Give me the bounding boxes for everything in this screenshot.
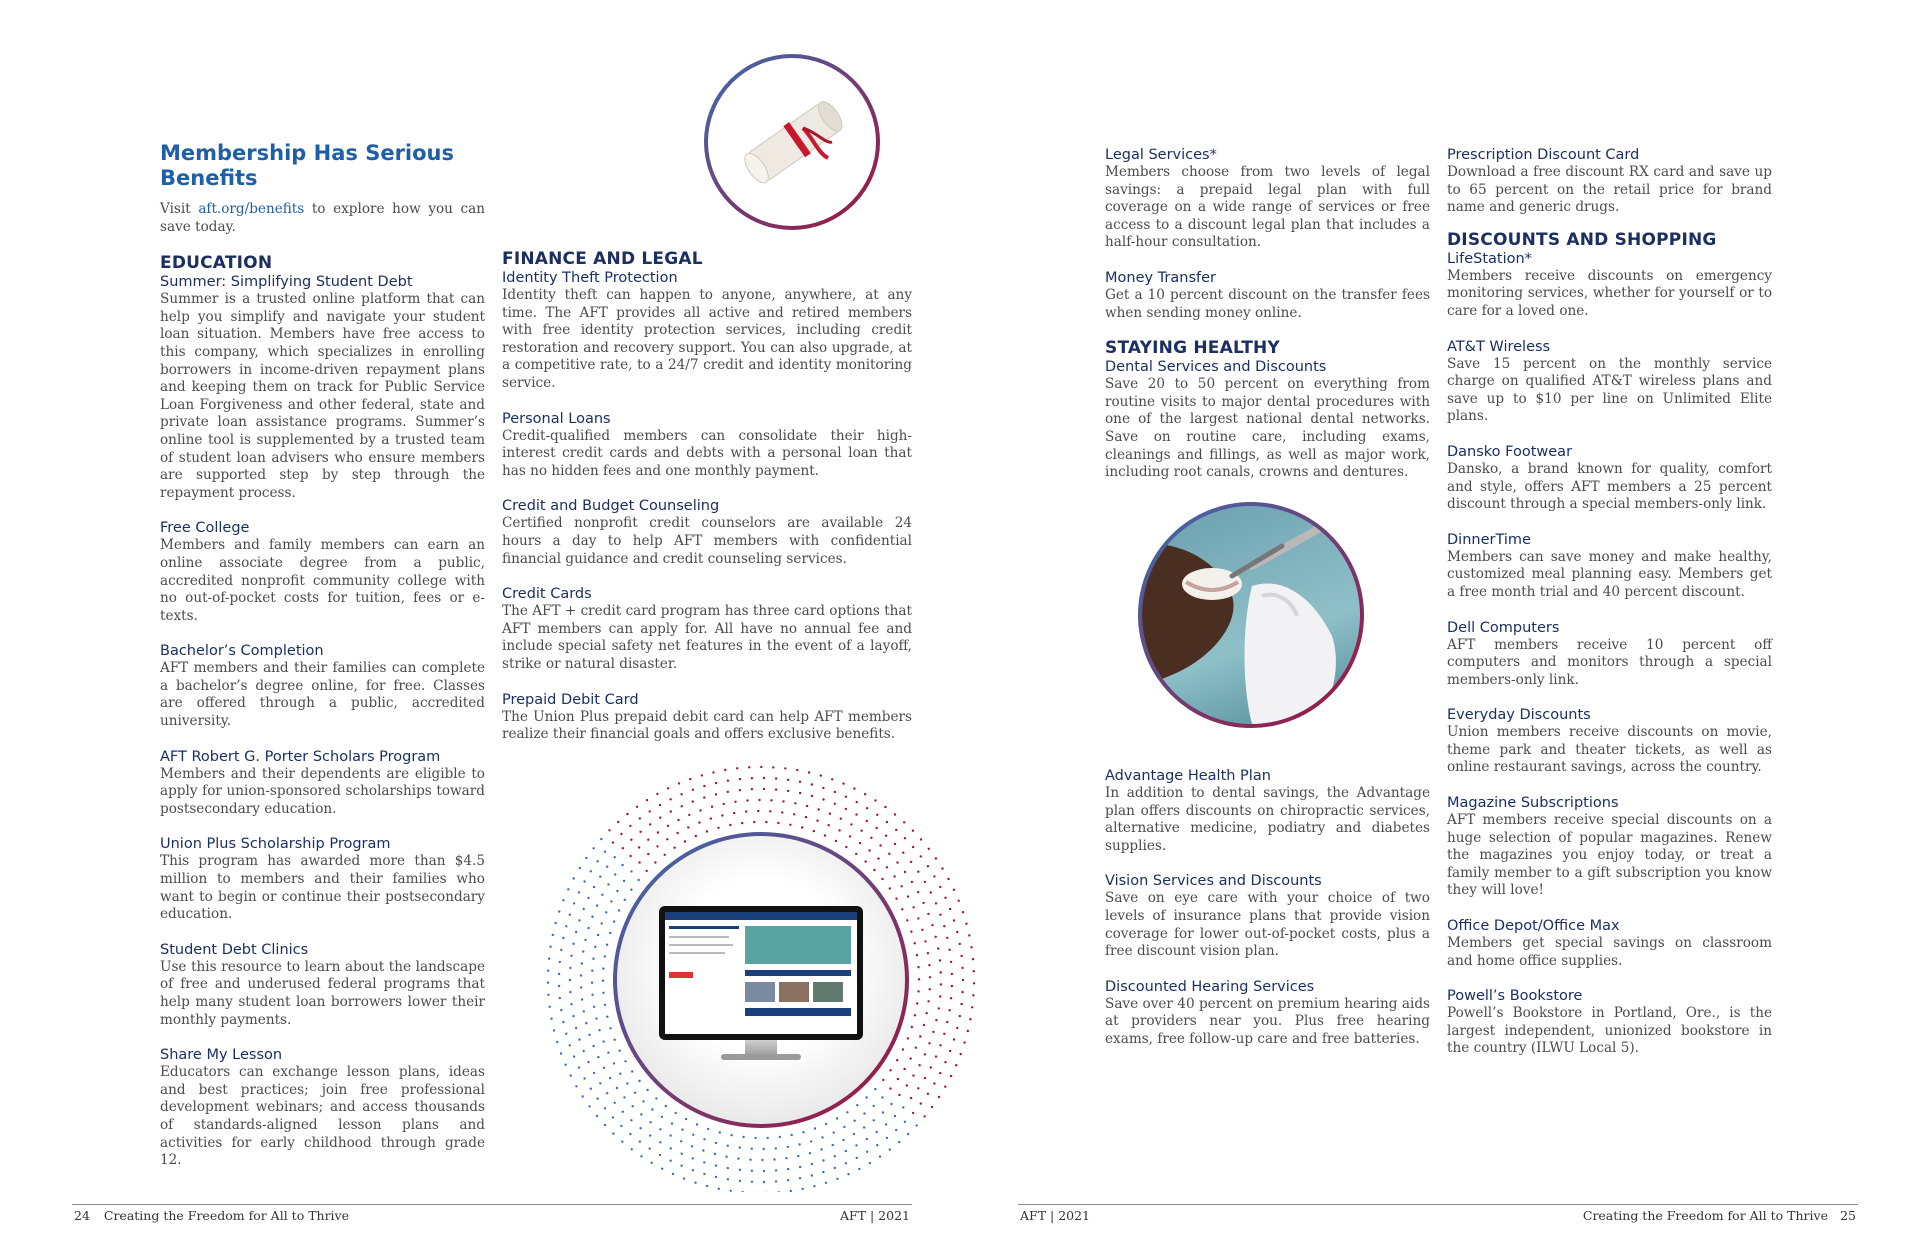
list-item <box>160 519 485 625</box>
list-item <box>1447 619 1772 690</box>
item-text: Download a free discount RX card and save up to 65 percent on the retail price for brand name and generic drugs. <box>1447 164 1772 216</box>
list-item <box>1447 917 1772 970</box>
item-text: Identity theft can happen to anyone, anywhere, at any time. The AFT provides all active and retired members with free identity protection services, including credit restoration and recovery support. You can also upgrade, at a competitive rate, to a 24/7 credit and identity monitoring service. <box>502 287 912 391</box>
benefits-link[interactable]: aft.org/benefits <box>198 201 305 217</box>
list-item <box>1105 767 1430 855</box>
item-title: Prepaid Debit Card <box>502 691 639 708</box>
item-title: Discounted Hearing Services <box>1105 978 1315 995</box>
left-footer <box>74 1208 910 1223</box>
item-text: Save 15 percent on the monthly service charge on qualified AT&T wireless plans and save up to $10 per line on Unlimited Elite plans. <box>1447 355 1772 425</box>
footer-title: Creating the Freedom for All to Thrive <box>1582 1208 1828 1223</box>
item-title: Summer: Simplifying Student Debt <box>160 274 413 291</box>
right-top-list <box>1105 146 1430 322</box>
item-text: Members can save money and make healthy, customized meal planning easy. Members get a free month trial and 40 percent discount. <box>1447 548 1772 600</box>
item-title: Money Transfer <box>1105 269 1216 286</box>
item-title: Dental Services and Discounts <box>1105 359 1327 376</box>
item-text: Powell’s Bookstore in Portland, Ore., is the largest independent, unionized bookstore in the country (ILWU Local 5). <box>1447 1005 1772 1057</box>
item-text: The Union Plus prepaid debit card can help AFT members realize their financial goals and offers exclusive benefits. <box>502 708 912 743</box>
item-title: Powell’s Bookstore <box>1447 988 1583 1005</box>
education-list <box>160 273 485 1170</box>
right-footer <box>1020 1208 1856 1223</box>
healthy-heading: STAYING HEALTHY <box>1105 338 1280 359</box>
list-item <box>160 642 485 730</box>
item-title: Everyday Discounts <box>1447 707 1591 724</box>
item-text: Save on eye care with your choice of two levels of insurance plans that provide vision coverage for lower out-of-pocket costs, plus a free discount vision plan. <box>1105 890 1430 960</box>
item-title: Union Plus Scholarship Program <box>160 836 391 853</box>
footer-brand: AFT | 2021 <box>839 1208 910 1223</box>
diploma-icon <box>708 58 876 226</box>
list-item <box>160 835 485 923</box>
list-item <box>502 497 912 568</box>
list-item <box>502 691 912 744</box>
item-text: Members choose from two levels of legal savings: a prepaid legal plan with full coverage on a wide range of services or free access to a discount legal plan that includes a half-hour consultation. <box>1105 164 1430 251</box>
item-title: Office Depot/Office Max <box>1447 918 1620 935</box>
page-number: 25 <box>1840 1208 1856 1223</box>
intro-text: Visit aft.org/benefits to explore how you can save today. <box>160 201 485 235</box>
right-footer-rule <box>1018 1204 1858 1205</box>
list-item <box>1447 443 1772 514</box>
item-title: DinnerTime <box>1447 531 1531 548</box>
item-title: Advantage Health Plan <box>1105 768 1271 784</box>
item-text: Members get special savings on classroom and home office supplies. <box>1447 935 1772 969</box>
right-column-2 <box>1447 146 1772 1075</box>
item-text: Credit-qualified members can consolidate their high-interest credit cards and debts with a personal loan that has no hidden fees and one monthly payment. <box>502 427 912 479</box>
list-item <box>502 410 912 481</box>
item-text: Use this resource to learn about the landscape of free and underused federal programs that help many student loan borrowers lower their monthly payments. <box>160 958 485 1028</box>
item-text: Members and their dependents are eligible to apply for union-sponsored scholarships toward postsecondary education. <box>160 765 485 817</box>
item-title: Legal Services* <box>1105 147 1217 163</box>
shopping-heading: DISCOUNTS AND SHOPPING <box>1447 229 1717 250</box>
left-footer-rule <box>72 1204 912 1205</box>
list-item <box>1105 358 1430 482</box>
item-text: AFT members and their families can complete a bachelor’s degree online, for free. Classes are offered through a public, accredited university. <box>160 660 485 730</box>
item-text: AFT members receive special discounts on a huge selection of popular magazines. Renew the magazines you enjoy today, or treat a family member to a gift subscription you know they will love! <box>1447 812 1772 899</box>
item-text: Save 20 to 50 percent on everything from routine visits to major dental procedures with one of the largest national dental networks. Save on routine care, including exams, cleanings and fillings, as well as major work, including root canals, crowns and dentures. <box>1105 376 1430 481</box>
dentist-icon <box>1142 506 1360 724</box>
list-item <box>160 748 485 819</box>
list-item <box>1447 706 1772 777</box>
list-item <box>1105 146 1430 252</box>
page-title: Membership Has Serious Benefits <box>160 141 454 190</box>
item-text: In addition to dental savings, the Advantage plan offers discounts on chiropractic services, alternative medicine, podiatry and diabetes supplies. <box>1105 785 1430 854</box>
list-item <box>1105 978 1430 1049</box>
item-title: Bachelor’s Completion <box>160 643 324 660</box>
item-title: Student Debt Clinics <box>160 941 309 958</box>
finance-list <box>502 269 912 744</box>
list-item <box>1105 872 1430 960</box>
item-text: Certified nonprofit credit counselors are available 24 hours a day to help AFT members with confidential financial guidance and credit counseling services. <box>502 515 912 567</box>
page-number: 24 <box>74 1208 90 1223</box>
item-text: Summer is a trusted online platform that can help you simplify and navigate your student loan situation. Members have free access to this company, which specializes in enrolling borrowers in income-driven repayment plans and keeping them on track for Public Service Loan Forgiveness and other federal, state and private loan assistance programs. Summer’s online tool is supplemented by a trusted team of student loan advisers who ensure members are supported step by step through the repayment process. <box>160 291 485 501</box>
item-text: Save over 40 percent on premium hearing aids at providers near you. Plus free hearing exams, free follow-up care and free batteries. <box>1105 995 1430 1047</box>
item-text: AFT members receive 10 percent off computers and monitors through a special members-only link. <box>1447 636 1772 688</box>
item-text: The AFT + credit card program has three card options that AFT members can apply for. All have no annual fee and include special safety net features in the event of a layoff, strike or natural disaster. <box>502 603 912 672</box>
item-title: Identity Theft Protection <box>502 270 678 286</box>
item-text: Members receive discounts on emergency monitoring services, whether for yourself or to care for a loved one. <box>1447 267 1772 319</box>
item-title: Dansko Footwear <box>1447 443 1573 460</box>
item-title: Vision Services and Discounts <box>1105 873 1322 890</box>
item-text: Educators can exchange lesson plans, ideas and best practices; join free professional development webinars; and access thousands of standards-aligned lesson plans and activities for early childhood through grade 12. <box>160 1064 485 1169</box>
list-item <box>160 941 485 1029</box>
list-item <box>1447 987 1772 1058</box>
healthy-list <box>1105 767 1430 1049</box>
item-text: This program has awarded more than $4.5 million to members and their families who want to begin or continue their postsecondary education. <box>160 853 485 923</box>
list-item <box>502 585 912 673</box>
left-column-2 <box>502 250 912 761</box>
shopping-list <box>1447 250 1772 1058</box>
list-item <box>1447 146 1772 217</box>
dentist-image <box>1138 502 1364 728</box>
list-item <box>1447 531 1772 602</box>
list-item <box>1447 794 1772 900</box>
item-title: Share My Lesson <box>160 1047 283 1064</box>
finance-heading: FINANCE AND LEGAL <box>502 249 703 269</box>
item-title: AT&T Wireless <box>1447 338 1551 355</box>
item-title: Prescription Discount Card <box>1447 147 1640 163</box>
item-title: Free College <box>160 520 250 537</box>
right-column-1 <box>1105 146 1430 499</box>
footer-brand: AFT | 2021 <box>1020 1208 1091 1223</box>
item-text: Get a 10 percent discount on the transfer fees when sending money online. <box>1105 286 1430 321</box>
item-title: Credit Cards <box>502 586 592 603</box>
list-item <box>1447 338 1772 426</box>
item-title: Credit and Budget Counseling <box>502 498 720 515</box>
list-item <box>1105 269 1430 322</box>
item-title: AFT Robert G. Porter Scholars Program <box>160 748 441 765</box>
monitor-icon <box>659 906 863 1040</box>
left-column-1 <box>160 141 485 1187</box>
item-text: Members and family members can earn an online associate degree from a public, accredited nonprofit community college with no out-of-pocket costs for tuition, fees or e-texts. <box>160 537 485 624</box>
item-title: Dell Computers <box>1447 619 1560 636</box>
item-title: Magazine Subscriptions <box>1447 795 1619 812</box>
item-title: Personal Loans <box>502 410 611 427</box>
list-item <box>502 269 912 393</box>
item-text: Union members receive discounts on movie, theme park and theater tickets, as well as online restaurant savings, across the country. <box>1447 724 1772 776</box>
item-title: LifeStation* <box>1447 250 1532 267</box>
list-item <box>160 273 485 502</box>
education-heading: EDUCATION <box>160 253 273 274</box>
computer-image <box>520 762 990 1192</box>
diploma-image <box>704 54 880 230</box>
list-item <box>1447 250 1772 321</box>
right-column-1-lower <box>1105 767 1430 1066</box>
item-text: Dansko, a brand known for quality, comfort and style, offers AFT members a 25 percent discount through a special members-only link. <box>1447 460 1772 513</box>
list-item <box>160 1046 485 1170</box>
footer-title: Creating the Freedom for All to Thrive <box>103 1208 350 1223</box>
